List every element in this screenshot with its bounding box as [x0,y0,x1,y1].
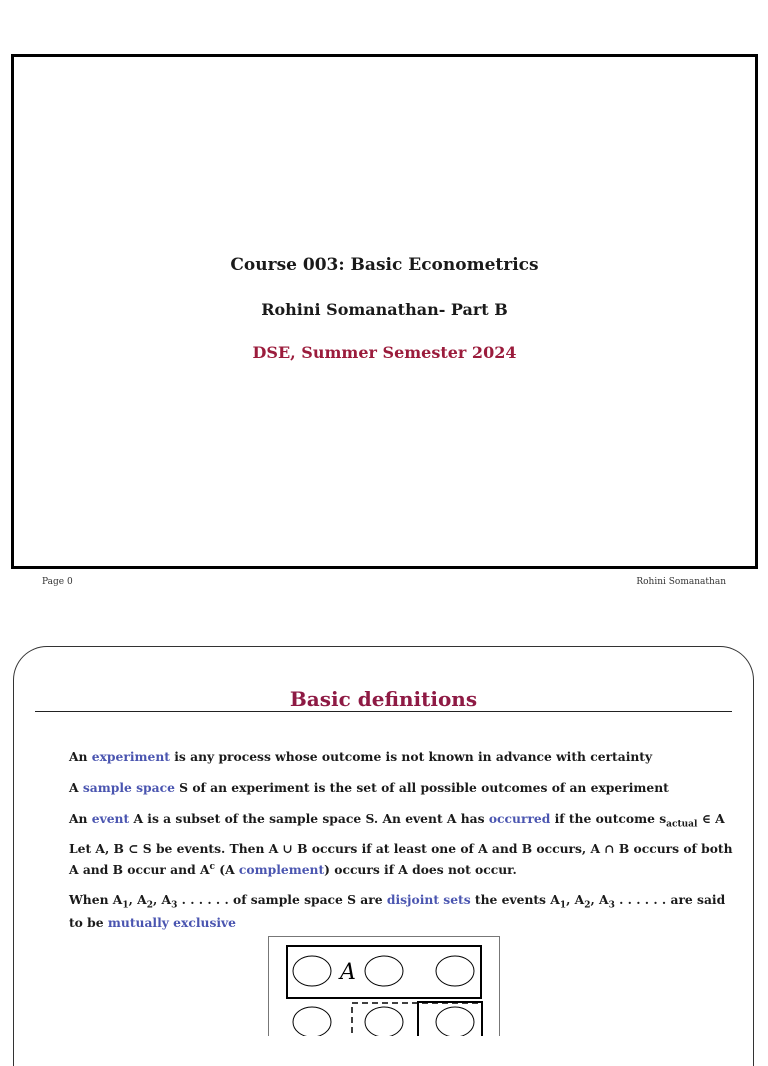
outcome-circle [365,956,403,986]
keyword-experiment: experiment [91,749,170,764]
definitions-slide [13,646,754,1066]
definition-set-operations: Let A, B ⊂ S be events. Then A ∪ B occurs if at least one of A and B occurs, A ∩ B occurs of both A and B occur and $A^c$ (A complement) occurs if A does not occur. [69,841,733,878]
heading-rule [35,711,732,712]
keyword-sample-space: sample space [82,780,175,795]
keyword-event: event [91,811,130,826]
slide-heading: Basic definitions [289,687,478,711]
definition-experiment: An experiment is any process whose outcome is not known in advance with certainty [69,749,653,764]
venn-diagram [268,936,501,1036]
title-slide [11,54,758,569]
keyword-mutually-exclusive: mutually exclusive [107,915,237,931]
keyword-complement: complement [238,862,325,878]
institution-line: DSE, Summer Semester 2024 [252,343,517,362]
keyword-disjoint-sets: disjoint sets [386,892,471,907]
outcome-circle [436,1007,474,1036]
outcome-circle [436,956,474,986]
definition-sample-space: A sample space S of an experiment is the set of all possible outcomes of an experiment [69,780,669,795]
keyword-occurred: occurred [488,811,551,826]
definition-mutually-exclusive: When $A_1$, $A_2$, $A_3$ . . . . . . of sample space S are disjoint sets the events $A_1$, $A_2$, $A_3$ . . . . . . are said to be mutually exclusive [69,892,726,931]
course-title: Course 003: Basic Econometrics [230,255,539,275]
footer-author: Rohini Somanathan [636,577,726,587]
event-a-label: A [340,960,356,985]
definition-event: An event A is a subset of the sample space S. An event A has occurred if the outcome $s_{actual}$ ∈ A [69,811,725,830]
page-number: Page 0 [42,577,73,587]
outcome-circle [293,1007,331,1036]
outcome-circle [293,956,331,986]
event-a-box [287,946,481,998]
author-line: Rohini Somanathan- Part B [261,300,508,319]
outcome-circle [365,1007,403,1036]
